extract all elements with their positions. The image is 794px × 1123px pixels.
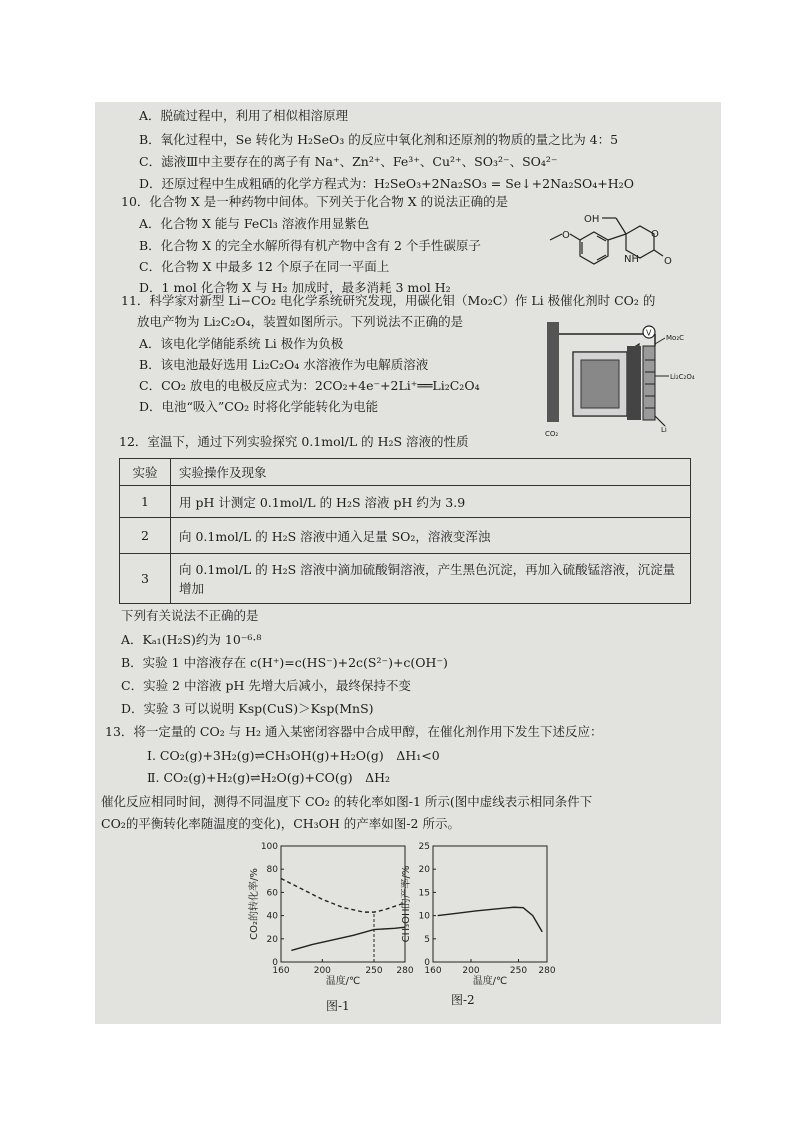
- x-tick-label: 250: [509, 966, 528, 976]
- q13-desc-line1: 催化反应相同时间，测得不同温度下 CO₂ 的转化率如图-1 所示(图中虚线表示相同条件下: [101, 794, 593, 809]
- q12-option-d: D．实验 3 可以说明 Ksp(CuS)＞Ksp(MnS): [121, 701, 374, 716]
- q9-option-a: A．脱硫过程中，利用了相似相溶原理: [139, 108, 349, 123]
- q9-option-d: D．还原过程中生成粗硒的化学方程式为：H₂SeO₃+2Na₂SO₃ = Se↓+2Na₂SO₄+H₂O: [139, 176, 634, 191]
- q9-option-c: C．滤液Ⅲ中主要存在的离子有 Na⁺、Zn²⁺、Fe³⁺、Cu²⁺、SO₃²⁻、SO₄²⁻: [139, 154, 558, 169]
- compound-x-structure: [540, 204, 715, 280]
- row-text: 向 0.1mol/L 的 H₂S 溶液中通入足量 SO₂，溶液变浑浊: [171, 518, 691, 554]
- li-electrode-label: Li: [661, 426, 667, 434]
- series-line-2: [291, 927, 405, 950]
- row-number: 3: [120, 554, 171, 604]
- x-tick-label: 200: [462, 966, 480, 976]
- reaction-one: Ⅰ. CO₂(g)+3H₂(g)⇌CH₃OH(g)+H₂O(g) ΔH₁<0: [147, 748, 440, 763]
- series-line-1: [438, 907, 543, 932]
- y-tick-label: 20: [418, 865, 430, 876]
- x-axis-label: 温度/℃: [472, 976, 508, 987]
- methoxy-o-label: O: [562, 230, 570, 241]
- y-tick-label: 5: [424, 934, 430, 945]
- ring-o-label: O: [651, 229, 659, 240]
- series-line-1: [281, 878, 405, 912]
- figure-2-caption: 图-2: [451, 993, 475, 1007]
- y-tick-label: 25: [418, 842, 430, 852]
- figure-1-caption: 图-1: [326, 999, 350, 1013]
- x-tick-label: 160: [272, 966, 290, 976]
- y-tick-label: 20: [266, 934, 278, 945]
- voltmeter-icon: V: [646, 328, 652, 338]
- table-row: [120, 518, 691, 554]
- q10-option-d: D．1 mol 化合物 X 与 H₂ 加成时，最多消耗 3 mol H₂: [139, 280, 451, 295]
- x-tick-label: 160: [424, 966, 442, 976]
- y-tick-label: 40: [266, 911, 278, 922]
- y-tick-label: 80: [266, 865, 278, 876]
- q12-stem: 12．室温下，通过下列实验探究 0.1mol/L 的 H₂S 溶液的性质: [119, 434, 469, 449]
- x-tick-label: 280: [396, 966, 414, 976]
- row-text: 用 pH 计测定 0.1mol/L 的 H₂S 溶液 pH 约为 3.9: [171, 486, 691, 518]
- mo2c-label: Mo₂C: [666, 334, 685, 342]
- q11-option-b: B．该电池最好选用 Li₂C₂O₄ 水溶液作为电解质溶液: [139, 357, 429, 372]
- chart-co2-conversion: [245, 838, 415, 988]
- q11-option-c: C．CO₂ 放电的电极反应式为：2CO₂+4e⁻+2Li⁺══Li₂C₂O₄: [139, 378, 480, 393]
- reaction-two: Ⅱ. CO₂(g)+H₂(g)⇌H₂O(g)+CO(g) ΔH₂: [147, 770, 391, 785]
- chart-ch3oh-yield: [401, 838, 561, 988]
- q12-option-c: C．实验 2 中溶液 pH 先增大后减小，最终保持不变: [121, 678, 411, 693]
- y-axis-label: CO₂的转化率/%: [249, 868, 260, 940]
- table-row: [120, 486, 691, 518]
- li2c2o4-label: Li₂C₂O₄: [670, 373, 695, 381]
- q11-stem-line2: 放电产物为 Li₂C₂O₄，装置如图所示。下列说法不正确的是: [137, 314, 464, 329]
- y-tick-label: 0: [424, 958, 430, 968]
- nh-label: NH: [624, 254, 639, 265]
- exam-page: [95, 102, 721, 1024]
- plot-frame: [281, 846, 405, 962]
- hydroxyl-label: OH: [584, 214, 600, 225]
- q10-stem: 10．化合物 X 是一种药物中间体。下列关于化合物 X 的说法正确的是: [121, 194, 509, 209]
- q11-option-a: A．该电化学储能系统 Li 极作为负极: [139, 336, 344, 351]
- q13-stem: 13．将一定量的 CO₂ 与 H₂ 通入某密闭容器中合成甲醇，在催化剂作用下发生下述反应：: [105, 724, 603, 739]
- row-text: 向 0.1mol/L 的 H₂S 溶液中滴加硫酸铜溶液，产生黑色沉淀，再加入硫酸锰溶液，沉淀量增加: [171, 554, 691, 604]
- q12-question: 下列有关说法不正确的是: [121, 608, 259, 623]
- y-tick-label: 10: [418, 911, 430, 922]
- table-header-operation: 实验操作及现象: [171, 459, 691, 486]
- x-axis-label: 温度/℃: [325, 976, 361, 987]
- y-tick-label: 15: [418, 888, 430, 899]
- q9-option-b: B．氧化过程中，Se 转化为 H₂SeO₃ 的反应中氧化剂和还原剂的物质的量之比为 4：5: [139, 132, 619, 147]
- row-number: 2: [120, 518, 171, 554]
- carbonyl-o-label: O: [664, 256, 672, 267]
- x-tick-label: 250: [365, 966, 383, 976]
- table-header-no: 实验: [120, 459, 171, 486]
- table-header-row: [120, 459, 691, 486]
- x-tick-label: 280: [538, 966, 556, 976]
- y-tick-label: 100: [260, 842, 278, 852]
- x-tick-label: 200: [313, 966, 331, 976]
- q12-option-a: A．Kₐ₁(H₂S)约为 10⁻⁶·⁸: [121, 632, 262, 647]
- q12-option-b: B．实验 1 中溶液存在 c(H⁺)=c(HS⁻)+2c(S²⁻)+c(OH⁻): [121, 655, 448, 670]
- q10-option-c: C．化合物 X 中最多 12 个原子在同一平面上: [139, 259, 390, 274]
- q11-option-d: D．电池“吸入”CO₂ 时将化学能转化为电能: [139, 399, 379, 414]
- plot-frame: [433, 846, 547, 962]
- row-number: 1: [120, 486, 171, 518]
- q11-stem-line1: 11．科学家对新型 Li−CO₂ 电化学系统研究发现，用碳化钼（Mo₂C）作 Li 极催化剂时 CO₂ 的: [121, 293, 656, 308]
- q10-option-b: B．化合物 X 的完全水解所得有机产物中含有 2 个手性碳原子: [139, 238, 481, 253]
- li-co2-battery-diagram: [543, 316, 713, 444]
- y-tick-label: 0: [272, 958, 278, 968]
- table-row: [120, 554, 691, 604]
- q13-desc-line2: CO₂的平衡转化率随温度的变化)，CH₃OH 的产率如图-2 所示。: [101, 816, 460, 831]
- experiment-table: [119, 458, 691, 604]
- q10-option-a: A．化合物 X 能与 FeCl₃ 溶液作用显紫色: [139, 216, 370, 231]
- y-tick-label: 60: [266, 888, 278, 899]
- y-axis-label: CH₃OH的产率/%: [401, 865, 412, 943]
- co2-inlet-label: CO₂: [545, 430, 559, 438]
